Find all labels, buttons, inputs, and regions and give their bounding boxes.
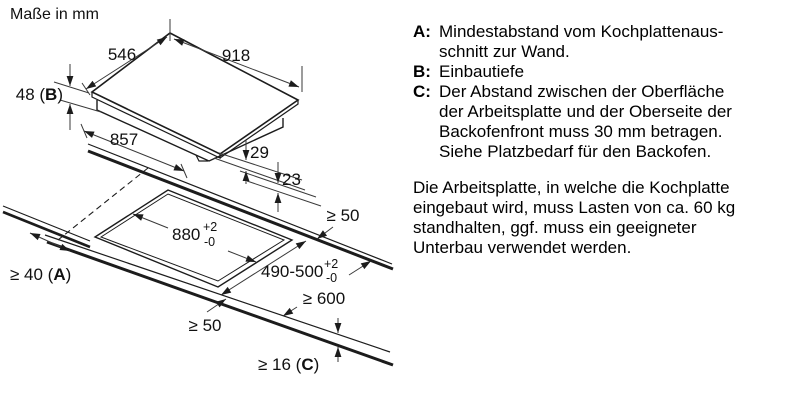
- dim-40a-label: ≥ 40 (A): [10, 265, 72, 284]
- note-line: Unterbau verwendet werden.: [413, 238, 632, 257]
- arrowhead: [288, 80, 300, 90]
- arrowhead: [335, 323, 342, 333]
- legend-c-line: der Arbeitsplatte und der Oberseite der: [439, 102, 732, 121]
- page-title: Maße in mm: [10, 6, 99, 23]
- dim-16c-label: ≥ 16 (C): [258, 355, 320, 374]
- dim-23-label: 23: [282, 170, 301, 189]
- legend-key-a: A:: [413, 22, 431, 41]
- arrowhead: [275, 193, 282, 203]
- dim-490-tolerance-plus: +2: [324, 257, 339, 271]
- dim-880-label: 880: [172, 225, 201, 244]
- installation-diagram: [0, 0, 400, 400]
- note-line: eingebaut wird, muss Lasten von ca. 60 kg: [413, 198, 736, 217]
- legend-item-c: [413, 82, 791, 162]
- dim-857-label: 857: [109, 130, 139, 149]
- legend-c-line: Backofenfront muss 30 mm betragen.: [439, 122, 723, 141]
- dim-490-500-label: 490-500: [261, 262, 324, 281]
- legend-c-line: Siehe Platzbedarf für den Backofen.: [439, 142, 712, 161]
- dim-48b-label: 48 (B): [15, 85, 63, 104]
- dim-29-label: 29: [250, 143, 269, 162]
- note-line: standhalten, ggf. muss ein geeigneter: [413, 218, 697, 237]
- dim-50-bottom-label: ≥ 50: [188, 316, 222, 335]
- legend-b-line: Einbautiefe: [439, 62, 525, 81]
- dim-918-label: 918: [221, 46, 251, 65]
- worktop-load-note: [413, 178, 791, 258]
- legend-a-line: schnitt zur Wand.: [439, 42, 570, 61]
- arrowhead: [243, 150, 250, 160]
- note-line: Die Arbeitsplatte, in welche die Kochplatte: [413, 178, 730, 197]
- arrowhead: [67, 104, 74, 114]
- legend-key-c: C:: [413, 82, 431, 101]
- legend-panel: [413, 22, 791, 258]
- legend-item-a: [413, 22, 791, 62]
- dim-50-top-label: ≥ 50: [326, 206, 360, 225]
- arrowhead: [335, 347, 342, 357]
- legend-item-b: [413, 62, 791, 82]
- arrowhead: [67, 76, 74, 86]
- dim-490-tolerance-minus: -0: [326, 271, 338, 285]
- legend-c-line: Der Abstand zwischen der Oberfläche: [439, 82, 725, 101]
- legend-a-line: Mindestabstand vom Kochplattenaus-: [439, 22, 724, 41]
- dim-880-tolerance-minus: -0: [204, 235, 216, 249]
- dim-880-tolerance-plus: +2: [203, 220, 218, 234]
- legend-key-b: B:: [413, 62, 431, 81]
- dim-600-label: ≥ 600: [302, 289, 346, 308]
- wall-line-thick: [3, 212, 90, 247]
- arrowhead: [296, 238, 308, 249]
- arrowhead: [29, 230, 41, 240]
- dim-546-label: 546: [107, 45, 137, 64]
